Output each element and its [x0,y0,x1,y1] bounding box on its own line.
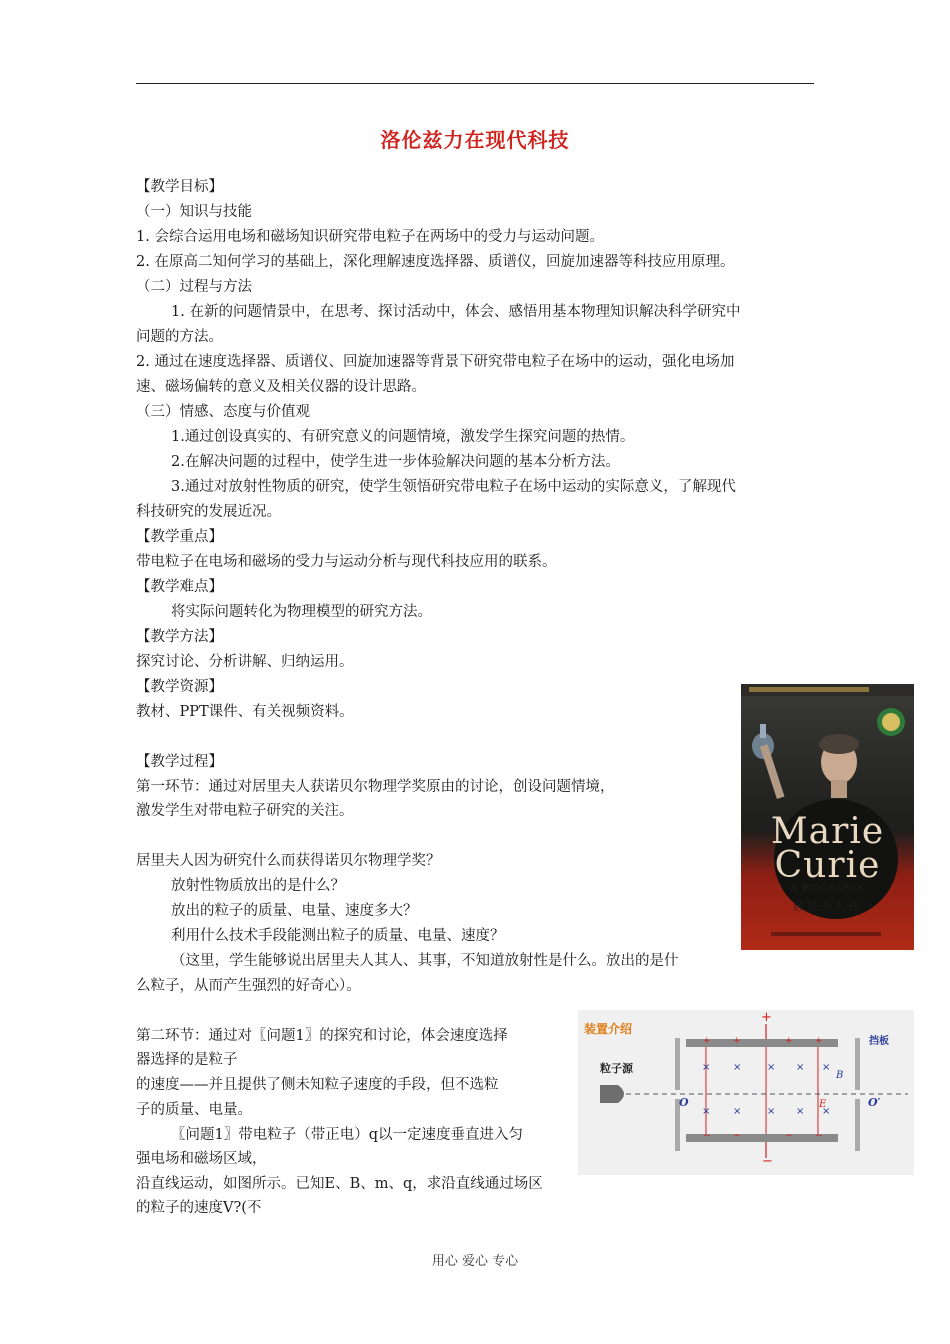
plate-plus: + [703,1036,711,1046]
magnetic-field-cross: × [733,1106,742,1117]
exit-baffle-lower [855,1099,860,1151]
diagram-header: 装置介绍 [584,1022,633,1036]
book-cover-image [741,684,914,950]
plate-minus: − [815,1131,823,1141]
entry-slit-upper [675,1038,680,1090]
paragraph-line: 子的质量、电量。 [136,1102,252,1118]
question-line: 居里夫人因为研究什么而获得诺贝尔物理学奖？ [136,853,441,869]
header-rule [136,83,814,84]
question-line: 放出的粒子的质量、电量、速度多大？ [171,903,418,919]
paragraph-line: 问题的方法。 [136,329,223,345]
paragraph-line: 强电场和磁场区域， [136,1151,267,1167]
section-heading-objectives: 【教学目标】 [136,179,223,195]
plate-minus: − [785,1131,793,1141]
paragraph-line: 第二环节：通过对〖问题1〗的探究和讨论，体会速度选择 [136,1028,508,1044]
book-cn-title: 居里夫人传 [792,900,863,913]
paragraph-line: 1. 在新的问题情景中，在思考、探讨活动中，体会、感悟用基本物理知识解决科学研究中 [171,304,741,320]
particle-source-icon [600,1085,624,1103]
magnetic-field-cross: × [796,1106,805,1117]
paragraph-line: 〖问题1〗带电粒子（带正电）q以一定速度垂直进入匀 [171,1127,524,1143]
paragraph-line: 沿直线运动，如图所示。已知E、B、m、q，求沿直线通过场区 [136,1176,543,1192]
figure-neck [831,780,847,798]
label-B: B [836,1070,844,1081]
magnetic-field-cross: × [822,1106,831,1117]
question-line: 利用什么技术手段能测出粒子的质量、电量、速度？ [171,928,505,944]
paragraph-line: 教材、PPT课件、有关视频资料。 [136,704,354,720]
section-heading-methods: 【教学方法】 [136,629,223,645]
section-heading-difficulties: 【教学难点】 [136,579,223,595]
paragraph-line: 1.通过创设真实的、有研究意义的问题情境，激发学生探究问题的热情。 [171,429,635,445]
paragraph-line: 带电粒子在电场和磁场的受力与运动分析与现代科技应用的联系。 [136,554,557,570]
cover-series-strip [749,687,869,692]
subheading-values: （三）情感、态度与价值观 [136,404,310,420]
top-wire-plus: + [761,1010,772,1025]
label-O: O [679,1096,689,1109]
magnetic-field-cross: × [702,1106,711,1117]
magnetic-field-cross: × [796,1062,805,1073]
magnetic-field-cross: × [822,1062,831,1073]
paragraph-line: 科技研究的发展近况。 [136,504,281,520]
paragraph-line: 激发学生对带电粒子研究的关注。 [136,803,354,819]
subheading-knowledge: （一）知识与技能 [136,204,252,220]
book-publisher-bar [771,932,881,936]
particle-source-label: 粒子源 [600,1062,633,1075]
flask-neck [760,724,766,738]
magnetic-field-cross: × [767,1106,776,1117]
page-title: 洛伦兹力在现代科技 [380,128,570,152]
paragraph-line: 3.通过对放射性物质的研究，使学生领悟研究带电粒子在场中运动的实际意义，了解现代 [171,479,736,495]
paragraph-line: 探究讨论、分析讲解、归纳运用。 [136,654,354,670]
question-line: 放射性物质放出的是什么？ [171,878,345,894]
plate-plus: + [815,1036,823,1046]
paragraph-line: 的粒子的速度V?(不 [136,1200,262,1216]
exit-baffle-upper [855,1038,860,1090]
award-badge-inner [882,713,900,731]
baffle-label: 挡板 [869,1036,889,1047]
magnetic-field-cross: × [733,1062,742,1073]
paragraph-line: 2. 在原高二知何学习的基础上，深化理解速度选择器、质谱仪，回旋加速器等科技应用原理。 [136,254,735,270]
paragraph-line: （这里，学生能够说出居里夫人其人、其事，不知道放射性是什么。放出的是什 [171,953,679,969]
section-heading-resources: 【教学资源】 [136,679,223,695]
paragraph-line: 第一环节：通过对居里夫人获诺贝尔物理学奖原由的讨论，创设问题情境， [136,779,615,795]
label-E: E [819,1099,827,1110]
paragraph-line: 1. 会综合运用电场和磁场知识研究带电粒子在两场中的受力与运动问题。 [136,229,604,245]
section-heading-key-points: 【教学重点】 [136,529,223,545]
paragraph-line: 器选择的是粒子 [136,1052,238,1068]
figure-hair [819,734,859,754]
plate-plus: + [733,1036,741,1046]
section-heading-procedure: 【教学过程】 [136,754,223,770]
plate-minus: − [733,1131,741,1141]
paragraph-line: 2. 通过在速度选择器、质谱仪、回旋加速器等背景下研究带电粒子在场中的运动，强化电场加 [136,354,735,370]
paragraph-line: 将实际问题转化为物理模型的研究方法。 [171,604,432,620]
subheading-process: （二）过程与方法 [136,279,252,295]
book-subtitle: A BIOGRAPHY [791,884,864,894]
velocity-selector-diagram [578,1010,914,1175]
paragraph-line: 么粒子，从而产生强烈的好奇心）。 [136,978,361,994]
plate-minus: − [703,1131,711,1141]
magnetic-field-cross: × [767,1062,776,1073]
paragraph-line: 2.在解决问题的过程中，使学生进一步体验解决问题的基本分析方法。 [171,454,620,470]
book-title-line2: Curie [774,845,881,886]
page-footer: 用心 爱心 专心 [431,1254,519,1269]
bottom-wire-minus: − [762,1154,773,1169]
book-title-line1: Marie [770,811,885,852]
plate-plus: + [785,1036,793,1046]
label-O-prime: O′ [868,1096,881,1109]
paragraph-line: 速、磁场偏转的意义及相关仪器的设计思路。 [136,379,426,395]
paragraph-line: 的速度——并且提供了侧未知粒子速度的手段，但不选粒 [136,1077,499,1093]
magnetic-field-cross: × [702,1062,711,1073]
